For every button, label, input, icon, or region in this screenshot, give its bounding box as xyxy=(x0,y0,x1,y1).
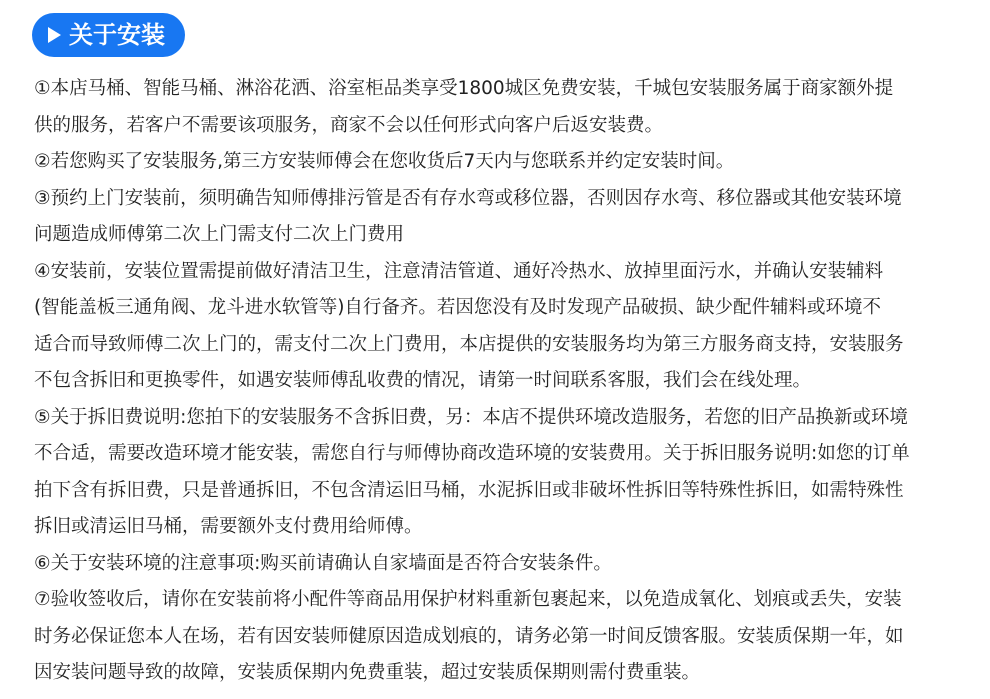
note-line-10: ⑤关于拆旧费说明:您拍下的安装服务不含拆旧费，另：本店不提供环境改造服务，若您的旧产品换新或环境 xyxy=(34,406,908,428)
note-line-11: 不合适，需要改造环境才能安装，需您自行与师傅协商改造环境的安装费用。关于拆旧服务说明:如您的订单 xyxy=(34,443,910,464)
note-line-9: 不包含拆旧和更换零件，如遇安装师傅乱收费的情况，请第一时间联系客服，我们会在线处理。 xyxy=(34,370,812,391)
note-line-12: 拍下含有拆旧费，只是普通拆旧，不包含清运旧马桶，水泥拆旧或非破坏性拆旧等特殊性拆旧，如需特殊性 xyxy=(34,479,904,501)
section-title-badge xyxy=(32,13,185,57)
installation-notes xyxy=(34,71,979,692)
note-line-6: ④安装前，安装位置需提前做好清洁卫生，注意清洁管道、通好冷热水、放掉里面污水，并确认安装辅料 xyxy=(34,260,884,282)
note-line-17: 因安装问题导致的故障，安装质保期内免费重装，超过安装质保期则需付费重装。 xyxy=(34,662,701,683)
note-line-5: 问题造成师傅第二次上门需支付二次上门费用 xyxy=(34,224,405,245)
note-line-2: 供的服务，若客户不需要该项服务，商家不会以任何形式向客户后返安装费。 xyxy=(34,114,664,136)
note-line-7: (智能盖板三通角阀、龙斗进水软管等)自行备齐。若因您没有及时发现产品破损、缺少配件辅料或环境不 xyxy=(34,297,881,318)
note-line-13: 拆旧或清运旧马桶，需要额外支付费用给师傅。 xyxy=(34,516,423,537)
note-line-15: ⑦验收签收后，请你在安装前将小配件等商品用保护材料重新包裹起来，以免造成氧化、划痕或丢失，安装 xyxy=(34,589,902,610)
note-line-14: ⑥关于安装环境的注意事项:购买前请确认自家墙面是否符合安装条件。 xyxy=(34,552,612,574)
note-line-3: ②若您购买了安装服务,第三方安装师傅会在您收货后7天内与您联系并约定安装时间。 xyxy=(34,151,735,172)
note-line-16: 时务必保证您本人在场，若有因安装师健原因造成划痕的，请务必第一时间反馈客服。安装质保期一年，如 xyxy=(34,625,904,647)
note-line-8: 适合而导致师傅二次上门的，需支付二次上门费用，本店提供的安装服务均为第三方服务商支持，安装服务 xyxy=(34,333,904,355)
note-line-1: ①本店马桶、智能马桶、淋浴花洒、浴室柜品类享受1800城区免费安装，千城包安装服务属于商家额外提 xyxy=(34,78,894,99)
play-triangle-icon xyxy=(48,27,61,43)
note-line-4: ③预约上门安装前，须明确告知师傅排污管是否有存水弯或移位器，否则因存水弯、移位器或其他安装环境 xyxy=(34,187,902,209)
section-title: 关于安装 xyxy=(69,21,165,49)
